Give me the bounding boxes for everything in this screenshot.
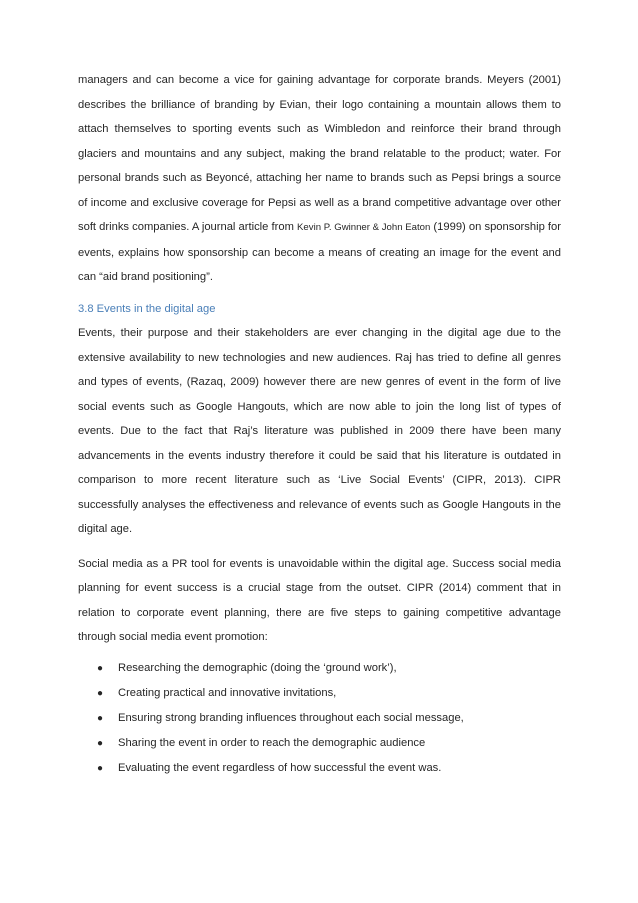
list-item-text: Ensuring strong branding influences throughout each social message, [118, 711, 464, 724]
list-item-text: Evaluating the event regardless of how successful the event was. [118, 761, 442, 774]
paragraph-text: managers and can become a vice for gaining advantage for corporate brands. Meyers (2001) describes the brilliance of branding by Evian, their logo containing a mountain allows them to attach themselves to sporting events such as Wimbledon and reinforce their brand through glaciers and mountains and any subject, making the brand relatable to the product; water. For personal brands such as Beyoncé, attaching her name to brands such as Pepsi brings a source of income and exclusive coverage for Pepsi as well as a brand competitive advantage over other soft drinks companies. A journal article from [78, 74, 561, 233]
list-item-text: Creating practical and innovative invitations, [118, 686, 337, 699]
list-item-text: Researching the demographic (doing the ‘ground work’), [118, 661, 397, 674]
bullet-list [78, 656, 561, 781]
bullet-icon: ● [97, 662, 104, 674]
body-paragraph-digital-events: Events, their purpose and their stakeholders are ever changing in the digital age due to the extensive availability to new technologies and new audiences. Raj has tried to define all genres and types of events, (Razaq, 2009) however there are new genres of event in the form of live social events such as Google Hangouts, which are now able to join the long list of types of events. Due to the fact that Raj’s literature was published in 2009 there have been many advancements in the events industry therefore it could be said that his literature is outdated in comparison to more recent literature such as ‘Live Social Events’ (CIPR, 2013). CIPR successfully analyses the effectiveness and relevance of events such as Google Hangouts in the digital age. [78, 327, 561, 535]
paragraph-text: (1999) on sponsorship for events, explains how sponsorship can become a means of creating an image for the event and can “aid brand positioning”. [78, 221, 561, 283]
list-item [78, 656, 561, 681]
list-item [78, 731, 561, 756]
bullet-icon: ● [97, 762, 104, 774]
section-heading: 3.8 Events in the digital age [78, 302, 216, 315]
body-paragraph-social-media: Social media as a PR tool for events is unavoidable within the digital age. Success social media planning for event success is a crucial stage from the outset. CIPR (2014) comment that in relation to corporate event planning, there are five steps to gaining competitive advantage through social media event promotion: [78, 557, 561, 643]
body-paragraph-branding [78, 68, 561, 290]
document-page [78, 68, 561, 781]
citation-authors: Kevin P. Gwinner & John Eaton [297, 222, 431, 233]
list-item [78, 681, 561, 706]
bullet-icon: ● [97, 712, 104, 724]
list-item [78, 756, 561, 781]
list-item [78, 706, 561, 731]
bullet-icon: ● [97, 737, 104, 749]
list-item-text: Sharing the event in order to reach the demographic audience [118, 736, 426, 749]
bullet-icon: ● [97, 687, 104, 699]
